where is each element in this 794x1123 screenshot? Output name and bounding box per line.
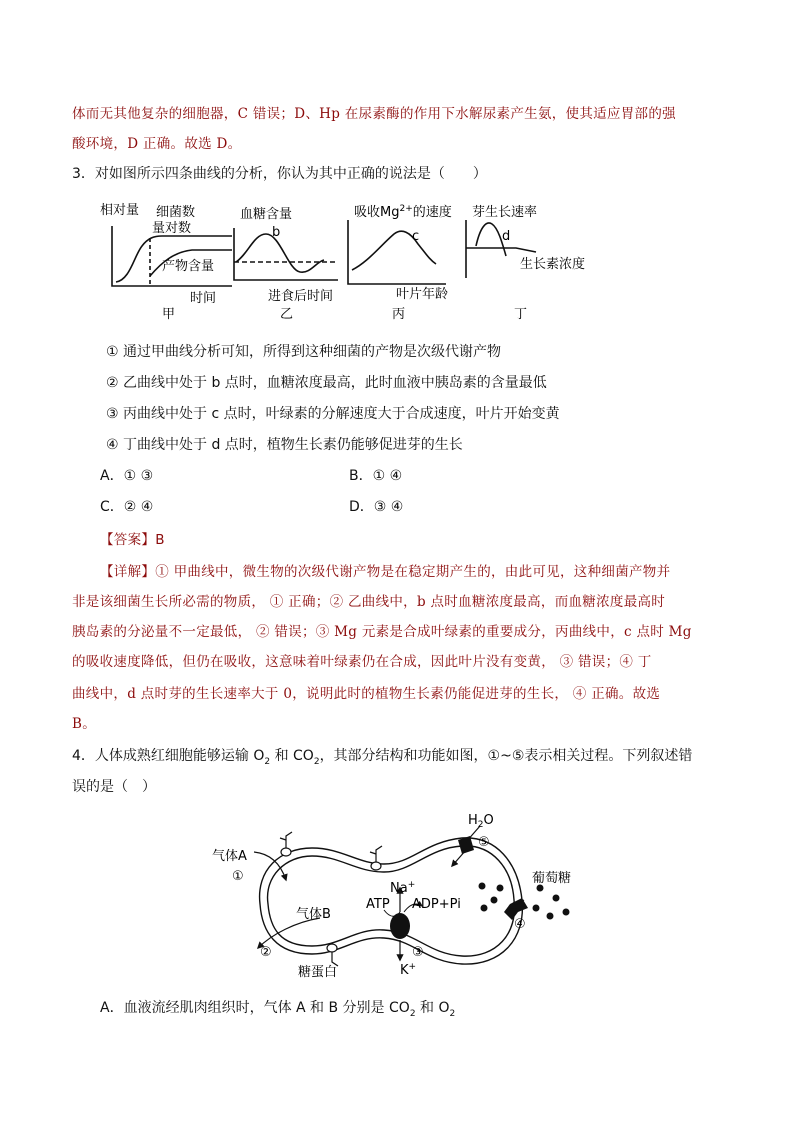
q3-option-a: A．① ③: [100, 468, 154, 484]
q3-statement-3: ③ 丙曲线中处于 c 点时，叶绿素的分解速度大于合成速度，叶片开始变黄: [106, 406, 560, 422]
graph-bing-caption: 丙: [392, 307, 406, 322]
water-label: $H_2O$: [468, 813, 494, 830]
glucose-label: 葡萄糖: [532, 871, 572, 886]
graph-ding-ylabel: 芽生长速率: [472, 205, 538, 220]
graph-jia-curve1-label: 细菌数: [156, 205, 196, 220]
graph-ding-caption: 丁: [514, 307, 528, 322]
atp-label: ATP: [366, 897, 390, 912]
process-2-label: ②: [260, 945, 272, 960]
graph-yi-ylabel: 血糖含量: [240, 207, 293, 222]
q3-detail-line3: 胰岛素的分泌量不一定最低， ② 错误；③ Mg 元素是合成叶绿素的重要成分，丙曲线中，c 点时 Mg: [72, 624, 692, 640]
process-4-label: ④: [514, 917, 526, 932]
rbc-diagram: [200, 808, 600, 986]
graph-yi-xlabel: 进食后时间: [268, 289, 334, 304]
graph-yi-point-label: b: [272, 225, 281, 240]
q3-detail-line2: 非是该细菌生长所必需的物质， ① 正确；② 乙曲线中，b 点时血糖浓度最高，而血糖浓度最高时: [72, 594, 666, 610]
graph-bing-point-label: c: [412, 229, 420, 244]
q3-option-c: C．② ④: [100, 499, 154, 515]
graph-jia-xlabel: 时间: [190, 291, 217, 306]
q3-statement-4: ④ 丁曲线中处于 d 点时，植物生长素仍能够促进芽的生长: [106, 437, 463, 453]
k-label: K+: [400, 962, 417, 978]
q3-option-d: D．③ ④: [349, 499, 404, 515]
graph-jia-caption: 甲: [162, 307, 176, 322]
na-k-pump-icon: [390, 913, 410, 939]
process-5-label: ⑤: [478, 835, 490, 850]
graph-ding-xaxis: [466, 248, 536, 252]
q3-detail-line4: 的吸收速度降低，但仍在吸收，这意味着叶绿素仍在合成，因此叶片没有变黄， ③ 错误；④ 丁: [72, 654, 652, 670]
q3-stem: 3．对如图所示四条曲线的分析，你认为其中正确的说法是（ ）: [72, 166, 487, 182]
gas-a-label: 气体A: [212, 849, 247, 864]
q3-graphs: [96, 198, 606, 326]
q3-option-b: B．① ④: [349, 468, 403, 484]
process-1-label: ①: [232, 869, 244, 884]
graph-bing-ylabel: 吸收$Mg^{2+}$的速度: [354, 204, 452, 220]
graph-yi-axes: [234, 228, 338, 280]
q3-detail-line5: 曲线中，d 点时芽的生长速率大于 0，说明此时的植物生长素仍能促进芽的生长， ④ 正确。故选: [72, 686, 661, 702]
process-3-label: ③: [412, 945, 424, 960]
q3-detail-line6: B。: [72, 716, 97, 732]
q3-statement-1: ① 通过甲曲线分析可知，所得到这种细菌的产物是次级代谢产物: [106, 344, 501, 360]
detail-label: 【详解】: [100, 564, 156, 580]
prev-explanation-line1: 体而无其他复杂的细胞器，C 错误；D、Hp 在尿素酶的作用下水解尿素产生氨，使其适应胃部的强: [72, 106, 676, 122]
na-label: Na+: [390, 880, 416, 896]
adp-label: ADP+Pi: [412, 897, 461, 912]
glucose-molecule-icon: [479, 883, 570, 920]
q3-answer: [100, 528, 165, 548]
graph-bing-axes: [348, 220, 446, 284]
graph-yi-caption: 乙: [280, 307, 294, 322]
q4-stem-line1: 4．人体成熟红细胞能够运输 $O_2$ 和 $CO_2$，其部分结构和功能如图，①~⑤表示相关过程。下列叙述错: [72, 748, 693, 767]
gas-b-label: 气体B: [296, 907, 331, 922]
q3-statement-2: ② 乙曲线中处于 b 点时，血糖浓度最高，此时血液中胰岛素的含量最低: [106, 375, 547, 391]
answer-value: B: [155, 532, 165, 548]
answer-label: 【答案】: [100, 532, 156, 548]
graph-jia-curve1-label-b: 量对数: [152, 221, 192, 236]
prev-explanation-line2: 酸环境，D 正确。故选 D。: [72, 136, 242, 152]
graph-bing-xlabel: 叶片年龄: [396, 287, 449, 302]
graph-ding-point-label: d: [502, 229, 511, 244]
q3-detail-line1: 【详解】① 甲曲线中，微生物的次级代谢产物是在稳定期产生的，由此可见，这种细菌产物并: [100, 564, 671, 580]
q4-stem-line2: 误的是（ ）: [72, 779, 156, 795]
glycoprotein-label: 糖蛋白: [298, 965, 338, 980]
graph-jia-ylabel: 相对量: [100, 203, 140, 218]
graph-ding-xlabel: 生长素浓度: [520, 257, 586, 272]
q4-option-a: A．血液流经肌肉组织时，气体 A 和 B 分别是 $CO_2$ 和 $O_2$: [100, 1000, 456, 1019]
graph-bing-curve: [352, 231, 436, 270]
graph-jia-curve2-label: 产物含量: [162, 259, 215, 274]
